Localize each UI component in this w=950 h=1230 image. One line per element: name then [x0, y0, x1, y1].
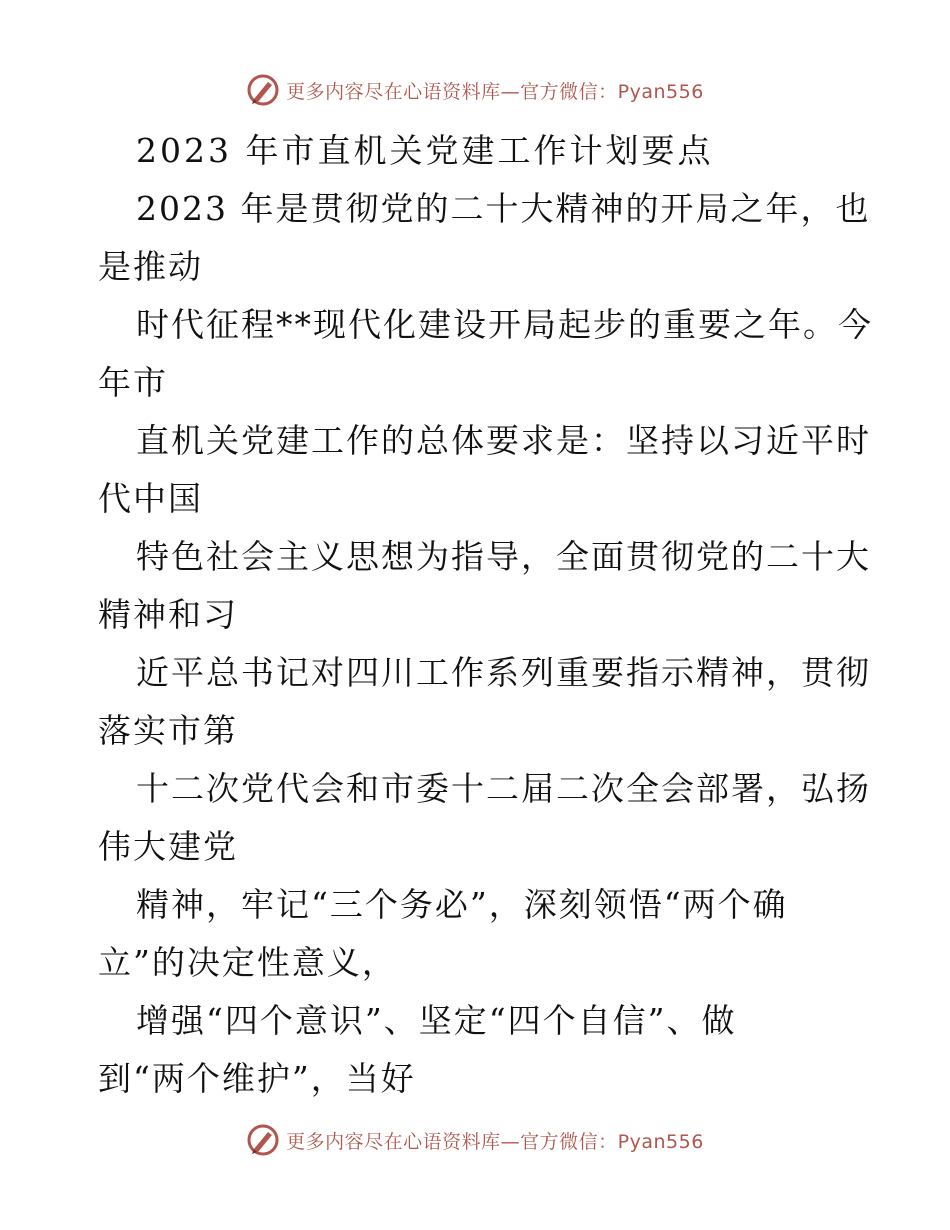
paragraph-line: 增强“四个意识”、坚定“四个自信”、做	[136, 1001, 737, 1040]
paragraph-line: 是推动	[98, 247, 203, 286]
footer-watermark	[0, 1120, 950, 1160]
pen-logo-icon	[246, 73, 280, 107]
paragraph-line: 时代征程**现代化建设开局起步的重要之年。今	[136, 305, 873, 344]
paragraph-line: 直机关党建工作的总体要求是：坚持以习近平时	[136, 421, 871, 460]
paragraph-line: 立”的决定性意义，	[98, 943, 397, 982]
paragraph-line: 十二次党代会和市委十二届二次全会部署，弘扬	[136, 769, 871, 808]
paragraph-line: 到“两个维护”，当好	[98, 1059, 416, 1098]
pen-logo-icon	[246, 1123, 280, 1157]
watermark-text: 更多内容尽在心语资料库—官方微信：Pyan556	[286, 1130, 704, 1153]
document-title: 2023 年市直机关党建工作计划要点	[136, 131, 714, 170]
paragraph-line: 精神，牢记“三个务必”，深刻领悟“两个确	[136, 885, 788, 924]
paragraph-line: 精神和习	[98, 595, 238, 634]
paragraph-line: 2023 年是贯彻党的二十大精神的开局之年，也	[136, 189, 871, 228]
paragraph-line: 年市	[98, 363, 168, 402]
watermark-text: 更多内容尽在心语资料库—官方微信：Pyan556	[286, 80, 704, 103]
paragraph-line: 落实市第	[98, 711, 238, 750]
paragraph-line: 代中国	[98, 479, 203, 518]
header-watermark	[0, 70, 950, 110]
paragraph-line: 近平总书记对四川工作系列重要指示精神，贯彻	[136, 653, 871, 692]
paragraph-line: 特色社会主义思想为指导，全面贯彻党的二十大	[136, 537, 871, 576]
document-body	[98, 122, 873, 1108]
paragraph-line: 伟大建党	[98, 827, 238, 866]
